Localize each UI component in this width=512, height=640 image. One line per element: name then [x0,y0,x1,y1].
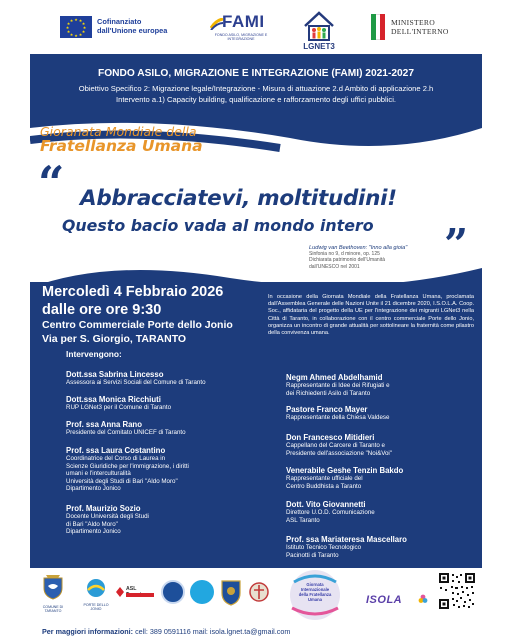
contact-details[interactable]: cell: 389 0591116 mail: isola.lgnet.ta@gmail.com [135,627,291,636]
speaker-name: Prof. ssa Laura Costantino [66,446,166,455]
speaker-role: Dipartimento Jonico [66,485,121,493]
coat-of-arms-icon [42,574,64,600]
speaker-name: Dott.ssa Sabrina Lincesso [66,370,164,379]
speaker-right-5 [286,500,375,524]
speaker-left-3 [66,420,186,437]
quote-line1: Abbracciatevi, moltitudini! [80,186,397,211]
comune-taranto-logo [42,574,64,613]
svg-text:★: ★ [78,18,83,24]
svg-text:★: ★ [69,18,74,24]
lgnet3-wordmark: LGNET3 [303,42,335,51]
quote-source-line1: Sinfonia no 9, d minore, op. 125 [309,251,380,258]
speaker-role: Pacinotti di Taranto [286,551,339,559]
lgnet3-logo [299,8,339,52]
isola-wordmark: ISOLA [366,594,403,606]
event-time: dalle ore ore 9:30 [42,302,162,318]
eu-flag-icon [60,16,92,38]
svg-text:★: ★ [69,31,74,37]
program-intervention: Intervento a.1) Capacity building, qualificazione e rafforzamento degli uffici pubblici. [115,94,396,104]
svg-text:★: ★ [81,21,86,27]
svg-text:★: ★ [66,21,71,27]
speaker-role: dei Richiedenti Asilo di Taranto [286,389,371,397]
speaker-name: Dott. Vito Giovannetti [286,500,366,509]
quote-source-line3: dall'UNESCO nel 2001 [309,263,360,270]
close-quote-icon: ” [444,220,469,269]
asl-taranto-logo [116,586,156,602]
speaker-role: Centro Buddhista a Taranto [286,482,362,490]
svg-text:★: ★ [81,28,86,34]
speaker-right-3 [286,433,392,457]
speaker-role: di Bari "Aldo Moro" [66,520,118,528]
speakers-heading: Intervengono: [66,349,122,359]
speaker-role: Assessora ai Servizi Sociali del Comune di Taranto [66,379,206,387]
speaker-role: Presidente del Comitato UNICEF di Taranto [66,429,186,437]
svg-text:★: ★ [66,28,71,34]
contact-label: Per maggiori informazioni: [42,627,134,636]
event-address: Via per S. Giorgio, TARANTO [42,333,187,345]
asl-label: ASL [126,586,137,592]
speaker-name: Prof. Maurizio Sozio [66,504,141,513]
speaker-name: Prof. ssa Anna Rano [66,420,142,429]
speaker-name: Dott.ssa Monica Ricchiuti [66,395,161,404]
ministero-line2: DELL'INTERNO [391,27,449,36]
giornata-badge-label: Giornata Internazionale della Fratellanza Umana [298,582,332,602]
speaker-role: Coordinatrice del Corso di Laurea in [66,455,166,463]
unicef-badge-icon [190,580,214,604]
event-venue: Centro Commerciale Porte dello Jonio [42,319,233,331]
asl-bar [126,593,154,597]
partner-logos [30,570,482,618]
speaker-role: Docente Università degli Studi [66,513,149,521]
open-quote-icon: “ [38,156,65,210]
speaker-role: Università degli Studi di Bari "Aldo Moro" [66,477,178,485]
fami-wordmark: FAMI [222,12,265,31]
porte-jonio-icon [78,578,114,598]
quote-source-line2: Dichiarata patrimonio dell'Umanità [309,257,385,264]
ministero-line1: MINISTERO [391,18,436,27]
speaker-role: Dipartimento Jonico [66,528,121,536]
speaker-role: RUP LGNet3 per il Comune di Taranto [66,404,172,412]
giornata-badge-logo [282,568,348,622]
quote-author: Ludwig van Beethoven: "Inno alla gioia" [309,245,408,251]
fami-subtitle: FONDO ASILO, MIGRAZIONE E INTEGRAZIONE [214,33,268,42]
svg-text:★: ★ [65,25,70,30]
contact-info [42,627,290,636]
comune-taranto-label: COMUNE DI TARANTO [42,605,64,613]
speaker-right-6 [286,535,407,559]
svg-text:★: ★ [74,33,78,38]
porte-jonio-label: PORTE DELLO JONIO [83,603,109,611]
partner-badge-1-icon [161,580,185,604]
isola-flower-icon [418,594,428,604]
speaker-left-4 [66,446,189,493]
qr-code-icon[interactable] [438,572,476,610]
program-details [30,84,482,105]
quote-source [309,245,407,270]
event-name [40,124,203,154]
ministero-label [391,18,449,36]
program-title: FONDO ASILO, MIGRAZIONE E INTEGRAZIONE (FAMI) 2021-2027 [97,68,415,79]
speaker-name: Pastore Franco Mayer [286,405,368,414]
speaker-left-2 [66,395,171,412]
asl-icon [116,587,124,597]
speaker-role: Rappresentante di Idee dei Rifugiati e [286,382,390,390]
church-emblem-icon [248,578,270,606]
speaker-name: Prof. ssa Mariateresa Mascellaro [286,535,407,544]
isola-logo [366,594,430,614]
logo-strip [0,0,512,56]
speaker-name: Negm Ahmed Abdelhamid [286,373,383,382]
event-name-line1: Gioranata Mondiale della [40,124,197,139]
event-date: Mercoledì 4 Febbraio 2026 [42,284,224,300]
speaker-name: Don Francesco Mitidieri [286,433,375,442]
partner-badge-3-icon [220,578,242,606]
speaker-role: Istituto Tecnico Tecnologico [286,544,362,552]
speaker-name: Venerabile Geshe Tenzin Bakdo [286,466,404,475]
speaker-right-1 [286,373,390,397]
porte-jonio-logo [78,578,114,612]
eu-label [97,17,167,35]
speaker-right-4 [286,466,403,490]
program-objective: Obiettivo Specifico 2: Migrazione legale/Integrazione - Misura di attuazione 2.d Ambito di applicazione 2.h [78,84,434,93]
speaker-role: Rappresentante della Chiesa Valdese [286,414,390,422]
svg-text:★: ★ [82,25,87,30]
speaker-role: Rappresentante ufficiale del [286,475,363,483]
event-intro: In occasione della Giornata Mondiale della Fratellanza Umana, proclamata dall'Assemblea Generale delle Nazioni Unite il 21 dicembre 2020, I.S.O.L.A. Coop. Soc., affidataria del progetto della UE per l'integrazione dei migranti LGNet3 nella Città di Taranto, in collaborazione con il centro commerciale Porte dello Jonio, organizza un incontro di grande attualità per sottolineare la fraternità come pilastro della convivenza umana. [268,294,474,337]
speaker-role: Cappellano del Carcere di Taranto e [286,442,385,450]
fami-logo [208,12,274,46]
svg-text:★: ★ [78,31,83,37]
event-name-line2: Fratellanza Umana [40,137,203,155]
speaker-left-1 [66,370,206,387]
speaker-left-5 [66,504,149,536]
speaker-right-2 [286,405,389,422]
speaker-role: ASL Taranto [286,516,320,524]
speaker-role: Presidente dell'associazione "Noi&Voi" [286,449,393,457]
house-people-icon [299,8,339,42]
eu-label-line1: Cofinanziato [97,17,142,26]
italy-flag-icon [371,14,385,40]
speaker-role: Scienze Giuridiche per l'immigrazione, i diritti [66,462,189,470]
eu-label-line2: dall'Unione europea [97,26,168,35]
speaker-role: umani e l'interculturalità [66,470,131,478]
svg-text:★: ★ [74,17,78,22]
speaker-role: Direttore U.O.D. Comunicazione [286,509,375,517]
quote-line2: Questo bacio vada al mondo intero [62,216,374,235]
